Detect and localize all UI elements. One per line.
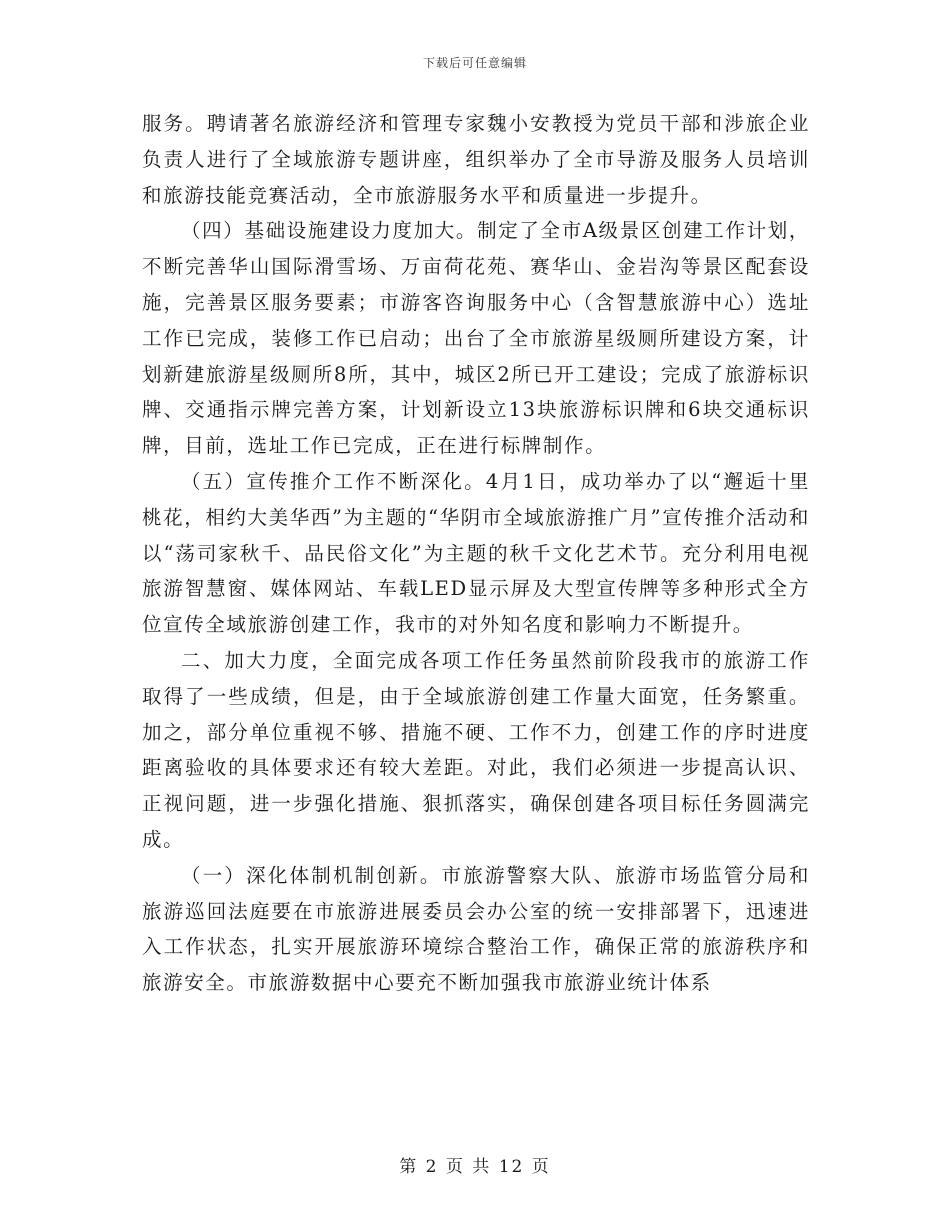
paragraph-service: 服务。聘请著名旅游经济和管理专家魏小安教授为党员干部和涉旅企业负责人进行了全域旅游专题讲座，组织举办了全市导游及服务人员培训和旅游技能竞赛活动，全市旅游服务水平和质量进一步提升。 [142, 112, 810, 207]
page-header-note: 下载后可任意编辑 [422, 56, 527, 70]
paragraph-promotion: （五）宣传推介工作不断深化。4月1日，成功举办了以“邂逅十里桃花，相约大美华西”为主题的“华阴市全域旅游推广月”宣传推介活动和以“荡司家秋千、品民俗文化”为主题的秋千文化艺术节。充分利用电视旅游智慧窗、媒体网站、车载LED显示屏及大型宣传牌等多种形式全方位宣传全域旅游创建工作，我市的对外知名度和影响力不断提升。 [142, 469, 810, 637]
paragraph-infrastructure: （四）基础设施建设力度加大。制定了全市A级景区创建工作计划，不断完善华山国际滑雪场、万亩荷花苑、赛华山、金岩沟等景区配套设施，完善景区服务要素；市游客咨询服务中心（含智慧旅游中心）选址工作已完成，装修工作已启动；出台了全市旅游星级厕所建设方案，计划新建旅游星级厕所8所，其中，城区2所已开工建设；完成了旅游标识牌、交通指示牌完善方案，计划新设立13块旅游标识牌和6块交通标识牌，目前，选址工作已完成，正在进行标牌制作。 [142, 219, 810, 458]
paragraph-system-innovation: （一）深化体制机制创新。市旅游警察大队、旅游市场监管分局和旅游巡回法庭要在市旅游进展委员会办公室的统一安排部署下，迅速进入工作状态，扎实开展旅游环境综合整治工作，确保正常的旅游秩序和旅游安全。市旅游数据中心要充不断加强我市旅游业统计体系 [142, 863, 810, 995]
document-body [142, 106, 810, 1001]
paragraph-section-two: 二、加大力度，全面完成各项工作任务虽然前阶段我市的旅游工作取得了一些成绩，但是，由于全域旅游创建工作量大面宽，任务繁重。加之，部分单位重视不够、措施不硬、工作不力，创建工作的序时进度距离验收的具体要求还有较大差距。对此，我们必须进一步提高认识、正视问题，进一步强化措施、狠抓落实，确保创建各项目标任务圆满完成。 [142, 648, 810, 851]
page-number-footer: 第 2 页 共 12 页 [399, 1157, 551, 1177]
